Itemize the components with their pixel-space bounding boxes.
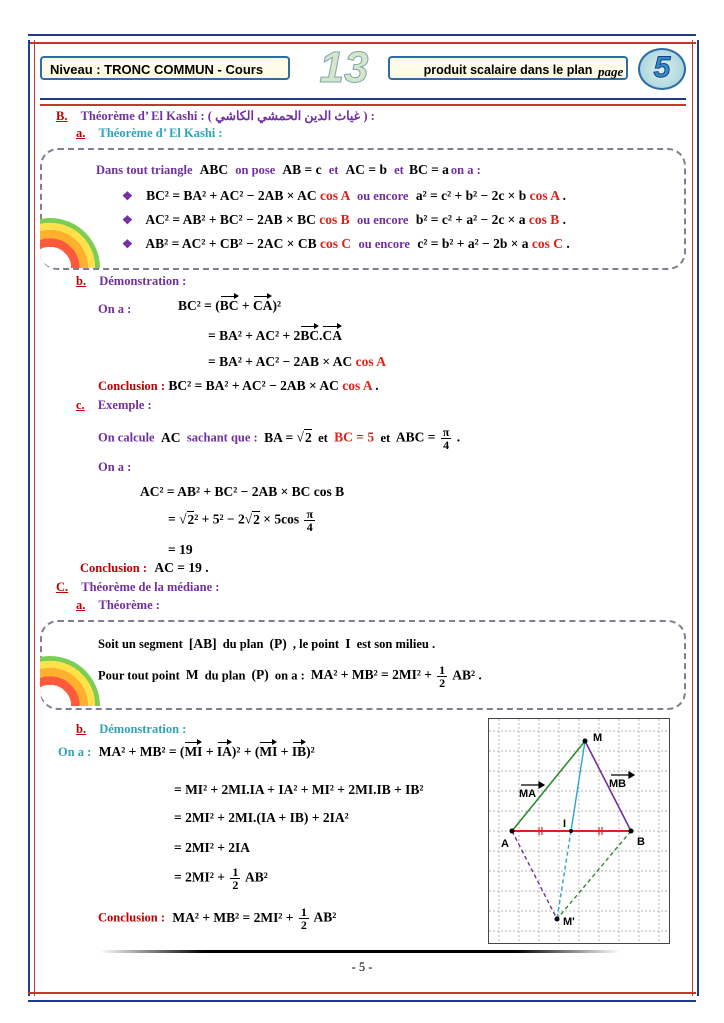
label-a: A [501, 838, 509, 850]
demo-b-line-1: BC² = (BC + CA)² [178, 298, 282, 313]
label-m-prime: M' [563, 916, 575, 928]
section-b-title: Théorème d’ El Kashi : ( غياث الدين الحمشي الكاشي ) : [80, 109, 375, 123]
fraction-pi-over-4: $\frac{\pi}{4}$ [306, 507, 314, 534]
section-b-heading [56, 108, 375, 124]
demo-b-line-3: = BA² + AC² − 2AB × AC cos A [208, 354, 387, 369]
section-bc-heading: c. Exemple : [76, 398, 152, 412]
footer-rule [100, 950, 620, 953]
segment-ma [512, 741, 585, 831]
example-conclusion: Conclusion : AC = 19 . [80, 560, 209, 575]
kashi-line-2: ❖ AC² = AB² + BC² − 2AB × BC cos B ou encore b² = c² + a² − 2c × a cos B . [122, 212, 566, 227]
median-demo-line-1: On a : MA² + MB² = (MI + IA)² + (MI + IB)² [58, 744, 315, 759]
point-m-prime [555, 917, 560, 922]
kashi-line-1: ❖ BC² = BA² + AC² − 2AB × AC cos A ou encore a² = c² + b² − 2c × b cos A . [122, 188, 567, 203]
rainbow-decoration-icon [40, 198, 110, 268]
header-bar [40, 43, 688, 92]
example-line-2: = √2² + 5² − 2√2 × 5cos $\frac{\pi}{4}$ [168, 507, 314, 534]
demo-b-line-2: = BA² + AC² + 2BC.CA [208, 328, 342, 343]
footer-page-number: - 5 - [351, 960, 373, 974]
median-figure [488, 718, 670, 944]
demo-b-conclusion: Conclusion : BC² = BA² + AC² − 2AB × AC cos A . [98, 378, 379, 393]
median-demo-line-3: = 2MI² + 2MI.(IA + IB) + 2IA² [174, 810, 349, 825]
section-bb-heading: b. Démonstration : [76, 274, 187, 288]
point-i [569, 829, 573, 833]
segment-bm-prime [557, 831, 631, 919]
left-frame [28, 40, 35, 996]
label-vector-ma: MA [519, 788, 537, 800]
median-demo-line-5: = 2MI² + $\frac{1}{2}$ AB² [174, 865, 268, 892]
section-ba-heading [76, 126, 223, 141]
point-a [510, 829, 515, 834]
point-b [629, 829, 634, 834]
header-page-badge [638, 48, 686, 90]
kashi-intro-line: Dans tout triangle ABC on pose AB = c et AC = b et BC = a on a : [96, 162, 481, 177]
label-i: I [563, 818, 567, 830]
section-ba-title: Théorème d’ El Kashi : [98, 126, 223, 140]
kashi-line-3: ❖ AB² = AC² + CB² − 2AC × CB cos C ou encore c² = b² + a² − 2b × a cos C . [122, 236, 570, 251]
example-line-3: = 19 [168, 542, 193, 557]
section-c-heading: C. Théorème de la médiane : [56, 580, 220, 594]
header-page-word: page [598, 64, 624, 79]
section-b-letter: B. [56, 109, 68, 123]
kashi-theorem-box [40, 148, 686, 270]
section-ca-heading: a. Théorème : [76, 598, 160, 612]
header-topic-box: produit scalaire dans le plan [388, 56, 628, 80]
header-page-letter: 5 [653, 51, 671, 84]
label-m: M [593, 732, 603, 744]
median-box-line-1: Soit un segment [AB] du plan (P) , le point I est son milieu . [98, 636, 436, 651]
header-number: 13 [319, 43, 369, 92]
median-box-line-2: Pour tout point M du plan (P) on a : MA² + MB² = 2MI² + $\frac{1}{2}$ AB² . [98, 663, 482, 690]
median-demo-conclusion: Conclusion : MA² + MB² = 2MI² + $\frac{1}{2}$ AB² [98, 905, 337, 932]
section-ba-letter: a. [76, 126, 86, 140]
fraction-pi-over-4: $\frac{\pi}{4}$ [442, 425, 450, 452]
diamond-bullet-icon: ❖ [122, 189, 133, 203]
median-figure-svg [489, 719, 669, 943]
diamond-bullet-icon: ❖ [122, 213, 133, 227]
demo-b-ona: On a : [98, 302, 132, 316]
example-ona: On a : [98, 460, 132, 474]
header-level-box: Niveau : TRONC COMMUN - Cours [40, 56, 290, 80]
label-vector-mb: MB [609, 778, 627, 790]
median-theorem-box [40, 620, 686, 710]
section-cb-heading: b. Démonstration : [76, 722, 187, 736]
example-statement: On calcule AC sachant que : BA = √2 et BC = 5 et ABC = $\frac{\pi}{4}$ . [98, 425, 461, 452]
right-frame [692, 40, 699, 996]
label-b: B [637, 836, 645, 848]
median-demo-line-2: = MI² + 2MI.IA + IA² + MI² + 2MI.IB + IB² [174, 782, 424, 797]
header-underline [40, 98, 686, 106]
median-demo-line-4: = 2MI² + 2IA [174, 840, 251, 855]
example-line-1: AC² = AB² + BC² − 2AB × BC cos B [140, 484, 345, 499]
bottom-frame-lines [28, 992, 696, 1002]
diamond-bullet-icon: ❖ [122, 237, 133, 251]
point-m [583, 739, 588, 744]
